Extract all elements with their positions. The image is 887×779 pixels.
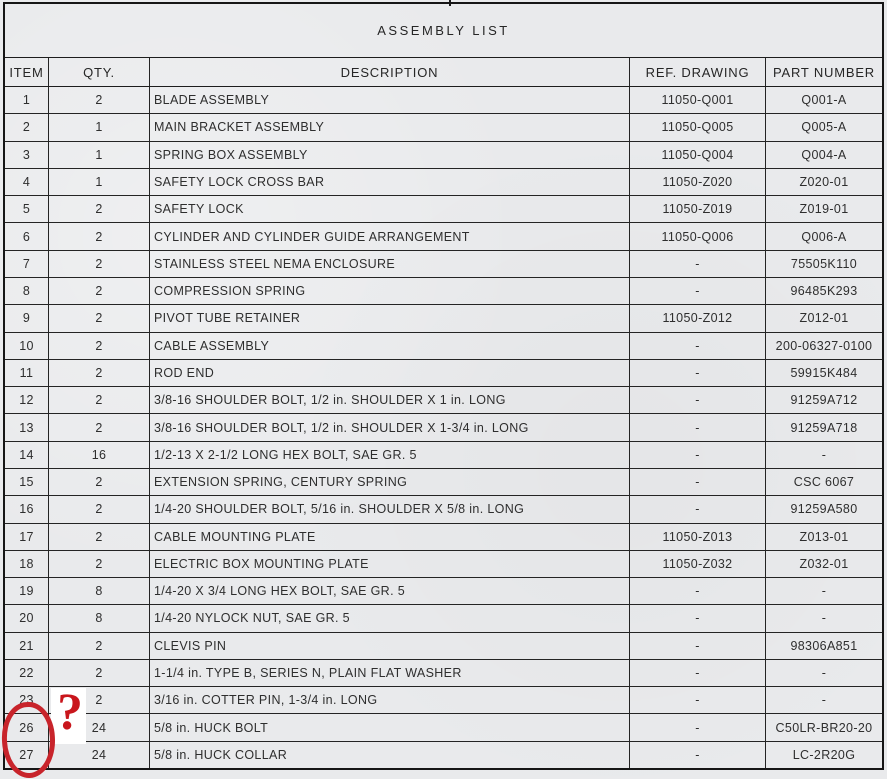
table-row xyxy=(5,169,882,196)
column-header-qty: QTY. xyxy=(49,58,150,86)
cell-qty: 2 xyxy=(49,278,150,304)
cell-item: 23 xyxy=(5,687,49,713)
cell-description: CYLINDER AND CYLINDER GUIDE ARRANGEMENT xyxy=(150,223,630,249)
cell-part-number: Z012-01 xyxy=(799,311,849,326)
cell-item: 11 xyxy=(5,360,49,386)
table-row xyxy=(5,251,882,278)
cell-description: 3/8-16 SHOULDER BOLT, 1/2 in. SHOULDER X 1 in. LONG xyxy=(150,387,630,413)
cell-item: 17 xyxy=(5,524,49,550)
cell-description: 1/4-20 SHOULDER BOLT, 5/16 in. SHOULDER X 5/8 in. LONG xyxy=(150,496,630,522)
cell-ref-drawing: 11050-Q004 xyxy=(630,142,766,168)
cell-item: 2 xyxy=(5,114,49,140)
cell-qty: 2 xyxy=(49,223,150,249)
cell-ref-drawing: 11050-Z032 xyxy=(630,551,766,577)
cell-description: ROD END xyxy=(150,360,630,386)
cell-ref-drawing: 11050-Z019 xyxy=(630,196,766,222)
cell-item: 20 xyxy=(5,605,49,631)
table-row xyxy=(5,305,882,332)
cell-part-number: Z032-01 xyxy=(799,556,849,571)
cell-description: 1-1/4 in. TYPE B, SERIES N, PLAIN FLAT WASHER xyxy=(150,660,630,686)
table-row xyxy=(5,687,882,714)
cell-description: BLADE ASSEMBLY xyxy=(150,87,630,113)
cell-part-number: 91259A712 xyxy=(790,393,858,408)
cell-description: COMPRESSION SPRING xyxy=(150,278,630,304)
cell-ref-drawing: - xyxy=(630,414,766,440)
table-row xyxy=(5,278,882,305)
cell-item: 13 xyxy=(5,414,49,440)
cell-qty: 1 xyxy=(49,142,150,168)
table-row xyxy=(5,196,882,223)
table-row xyxy=(5,605,882,632)
cell-qty: 2 xyxy=(49,687,150,713)
column-header-ref-drawing: REF. DRAWING xyxy=(630,58,766,86)
cell-description: MAIN BRACKET ASSEMBLY xyxy=(150,114,630,140)
cell-item: 3 xyxy=(5,142,49,168)
table-row xyxy=(5,714,882,741)
cell-part-number: Z013-01 xyxy=(799,529,849,544)
cell-item: 12 xyxy=(5,387,49,413)
cell-description: CLEVIS PIN xyxy=(150,633,630,659)
cell-description: 1/4-20 NYLOCK NUT, SAE GR. 5 xyxy=(150,605,630,631)
cell-item: 19 xyxy=(5,578,49,604)
cell-ref-drawing: - xyxy=(630,660,766,686)
column-header-description: DESCRIPTION xyxy=(150,58,630,86)
cell-qty: 2 xyxy=(49,333,150,359)
cell-part-number: 91259A580 xyxy=(790,502,858,517)
table-row xyxy=(5,742,882,768)
cell-ref-drawing: - xyxy=(630,469,766,495)
cell-description: 1/2-13 X 2-1/2 LONG HEX BOLT, SAE GR. 5 xyxy=(150,442,630,468)
table-row xyxy=(5,551,882,578)
cell-ref-drawing: 11050-Z013 xyxy=(630,524,766,550)
cell-qty: 16 xyxy=(49,442,150,468)
cell-part-number: - xyxy=(821,584,827,599)
cell-description: ELECTRIC BOX MOUNTING PLATE xyxy=(150,551,630,577)
cell-part-number: Q005-A xyxy=(801,120,847,135)
cell-part-number: Q004-A xyxy=(801,147,847,162)
cell-part-number: Q006-A xyxy=(801,229,847,244)
cell-qty: 2 xyxy=(49,524,150,550)
cell-qty: 2 xyxy=(49,87,150,113)
cell-ref-drawing: - xyxy=(630,387,766,413)
cell-description: CABLE ASSEMBLY xyxy=(150,333,630,359)
cell-item: 27 xyxy=(5,742,49,768)
cell-qty: 8 xyxy=(49,605,150,631)
cell-ref-drawing: - xyxy=(630,633,766,659)
cell-ref-drawing: - xyxy=(630,442,766,468)
cell-description: PIVOT TUBE RETAINER xyxy=(150,305,630,331)
cell-ref-drawing: - xyxy=(630,714,766,740)
cell-part-number: - xyxy=(821,666,827,681)
cell-ref-drawing: 11050-Q001 xyxy=(630,87,766,113)
table-row xyxy=(5,496,882,523)
table-row xyxy=(5,114,882,141)
cell-qty: 1 xyxy=(49,169,150,195)
cell-item: 1 xyxy=(5,87,49,113)
cell-part-number: - xyxy=(821,693,827,708)
cell-item: 7 xyxy=(5,251,49,277)
cell-description: 5/8 in. HUCK COLLAR xyxy=(150,742,630,768)
cell-description: EXTENSION SPRING, CENTURY SPRING xyxy=(150,469,630,495)
cell-description: 1/4-20 X 3/4 LONG HEX BOLT, SAE GR. 5 xyxy=(150,578,630,604)
cell-qty: 2 xyxy=(49,633,150,659)
cell-part-number: 96485K293 xyxy=(790,284,858,299)
cell-part-number: CSC 6067 xyxy=(793,475,855,490)
cell-qty: 2 xyxy=(49,387,150,413)
cell-qty: 2 xyxy=(49,551,150,577)
cell-qty: 2 xyxy=(49,469,150,495)
cell-part-number: Z019-01 xyxy=(799,202,849,217)
cell-ref-drawing: - xyxy=(630,578,766,604)
cell-description: CABLE MOUNTING PLATE xyxy=(150,524,630,550)
table-row xyxy=(5,524,882,551)
cell-part-number: 75505K110 xyxy=(790,256,858,271)
cell-item: 18 xyxy=(5,551,49,577)
cell-description: 3/8-16 SHOULDER BOLT, 1/2 in. SHOULDER X 1-3/4 in. LONG xyxy=(150,414,630,440)
cell-qty: 2 xyxy=(49,196,150,222)
cell-part-number: C50LR-BR20-20 xyxy=(775,720,873,735)
table-row xyxy=(5,223,882,250)
assembly-list-table xyxy=(3,2,884,770)
cell-item: 15 xyxy=(5,469,49,495)
cell-ref-drawing: - xyxy=(630,687,766,713)
cell-item: 16 xyxy=(5,496,49,522)
cell-part-number: 98306A851 xyxy=(790,638,858,653)
cell-part-number: LC-2R20G xyxy=(792,747,856,762)
cell-ref-drawing: - xyxy=(630,605,766,631)
cell-ref-drawing: 11050-Q005 xyxy=(630,114,766,140)
table-row xyxy=(5,633,882,660)
table-row xyxy=(5,660,882,687)
cell-description: SAFETY LOCK CROSS BAR xyxy=(150,169,630,195)
cell-part-number: - xyxy=(821,447,827,462)
cell-part-number: Z020-01 xyxy=(799,174,849,189)
cell-ref-drawing: - xyxy=(630,496,766,522)
cell-item: 6 xyxy=(5,223,49,249)
table-row xyxy=(5,442,882,469)
cell-item: 26 xyxy=(5,714,49,740)
cell-ref-drawing: - xyxy=(630,360,766,386)
table-row xyxy=(5,387,882,414)
cell-qty: 2 xyxy=(49,414,150,440)
table-row xyxy=(5,360,882,387)
cell-item: 9 xyxy=(5,305,49,331)
cell-item: 22 xyxy=(5,660,49,686)
table-row xyxy=(5,333,882,360)
cell-description: 5/8 in. HUCK BOLT xyxy=(150,714,630,740)
cell-qty: 2 xyxy=(49,305,150,331)
table-title-row xyxy=(5,4,882,58)
table-body xyxy=(5,87,882,768)
cell-description: SAFETY LOCK xyxy=(150,196,630,222)
cell-ref-drawing: 11050-Z012 xyxy=(630,305,766,331)
red-question-mark-annotation: ? xyxy=(55,683,84,742)
table-row xyxy=(5,469,882,496)
column-header-part-number: PART NUMBER xyxy=(773,64,875,80)
cell-part-number: 91259A718 xyxy=(790,420,858,435)
cell-part-number: - xyxy=(821,611,827,626)
cell-ref-drawing: - xyxy=(630,251,766,277)
table-row xyxy=(5,414,882,441)
cell-qty: 8 xyxy=(49,578,150,604)
cell-ref-drawing: 11050-Q006 xyxy=(630,223,766,249)
table-row xyxy=(5,142,882,169)
cell-item: 5 xyxy=(5,196,49,222)
cell-ref-drawing: - xyxy=(630,333,766,359)
cell-ref-drawing: 11050-Z020 xyxy=(630,169,766,195)
cell-item: 14 xyxy=(5,442,49,468)
column-header-item: ITEM xyxy=(5,58,49,86)
cell-item: 10 xyxy=(5,333,49,359)
cell-qty: 24 xyxy=(49,742,150,768)
table-title: ASSEMBLY LIST xyxy=(377,23,510,38)
cell-item: 21 xyxy=(5,633,49,659)
cell-item: 8 xyxy=(5,278,49,304)
table-header-row xyxy=(5,58,882,87)
cell-description: 3/16 in. COTTER PIN, 1-3/4 in. LONG xyxy=(150,687,630,713)
cell-qty: 24 xyxy=(49,714,150,740)
cell-qty: 2 xyxy=(49,496,150,522)
table-row xyxy=(5,87,882,114)
cell-part-number: Q001-A xyxy=(801,93,847,108)
cell-part-number: 59915K484 xyxy=(790,365,858,380)
cell-qty: 1 xyxy=(49,114,150,140)
cell-qty: 2 xyxy=(49,660,150,686)
cell-description: SPRING BOX ASSEMBLY xyxy=(150,142,630,168)
cell-description: STAINLESS STEEL NEMA ENCLOSURE xyxy=(150,251,630,277)
cell-item: 4 xyxy=(5,169,49,195)
cell-ref-drawing: - xyxy=(630,278,766,304)
cell-qty: 2 xyxy=(49,251,150,277)
cell-ref-drawing: - xyxy=(630,742,766,768)
cell-part-number: 200-06327-0100 xyxy=(775,338,873,353)
table-row xyxy=(5,578,882,605)
cell-qty: 2 xyxy=(49,360,150,386)
